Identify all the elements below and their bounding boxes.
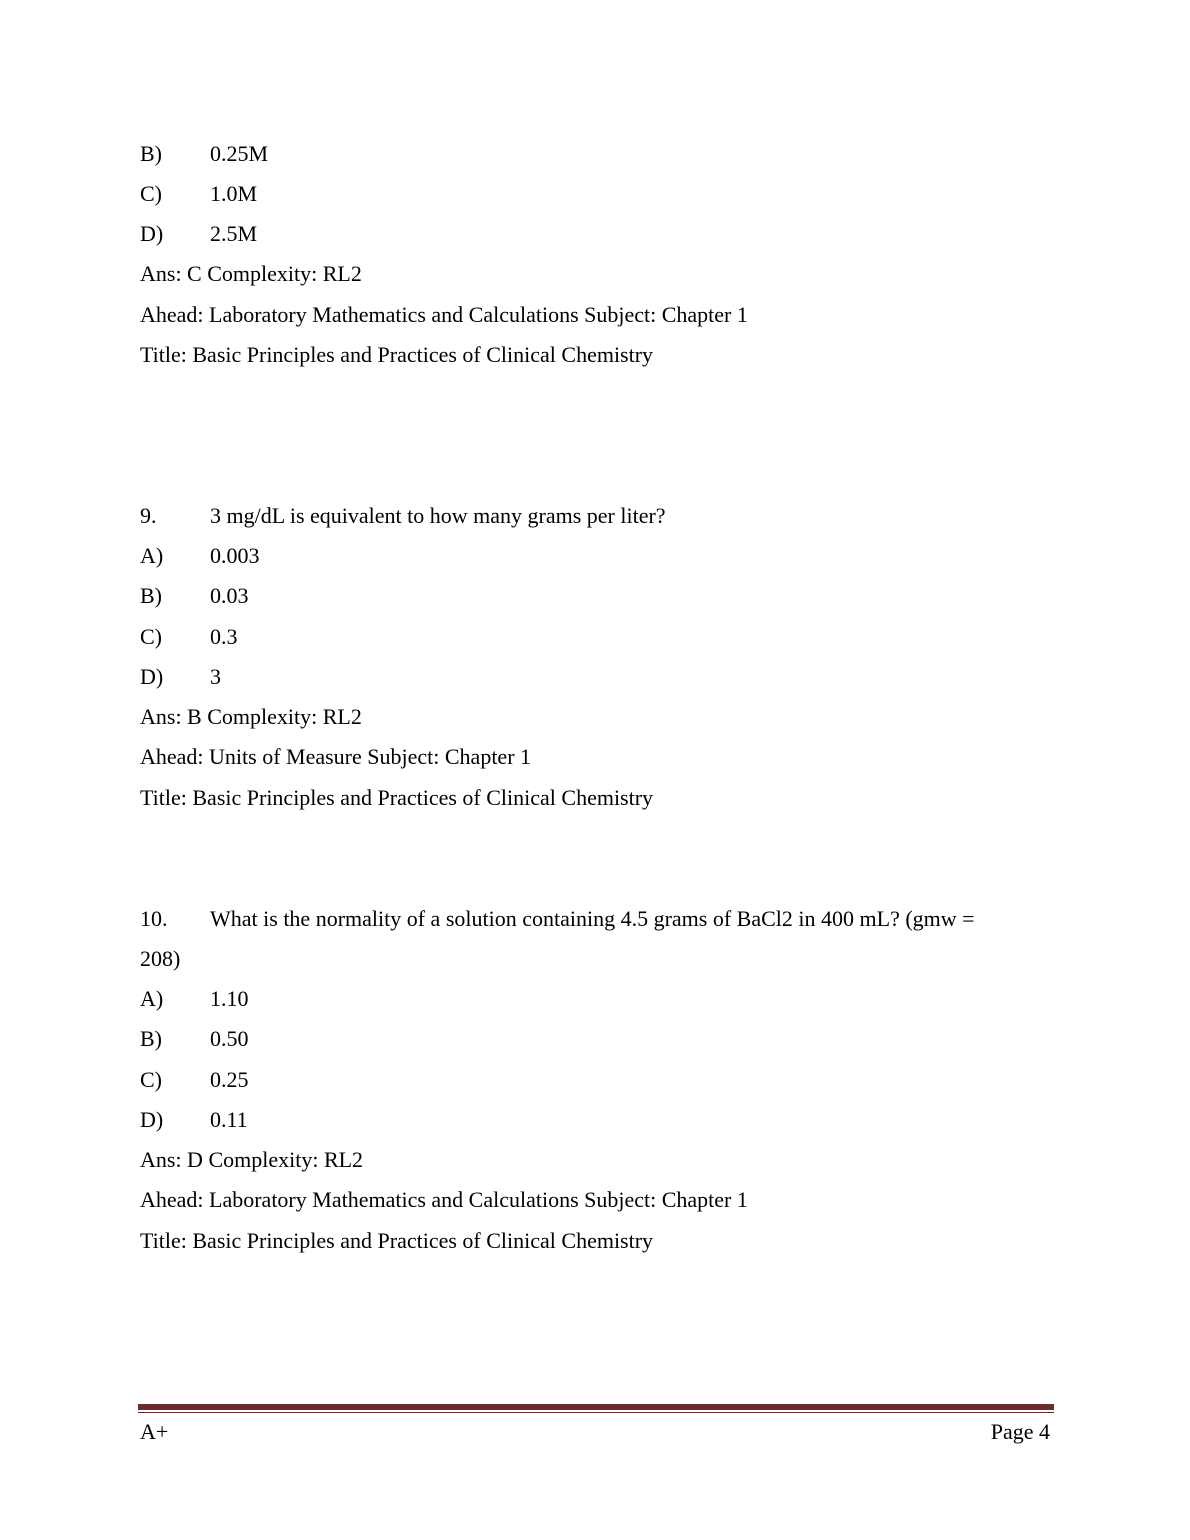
ahead-line: Ahead: Units of Measure Subject: Chapter 1 xyxy=(140,744,532,769)
page-number: Page 4 xyxy=(990,1419,1050,1444)
option-c: C) 1.0M xyxy=(140,181,258,206)
footer-rule xyxy=(138,1404,1054,1410)
title-line: Title: Basic Principles and Practices of Clinical Chemistry xyxy=(140,1228,654,1253)
question-text: 3 mg/dL is equivalent to how many grams per liter? xyxy=(210,503,666,528)
option-d: D) 2.5M xyxy=(140,221,258,246)
footer-rule-thin xyxy=(138,1412,1054,1413)
answer-line: Ans: B Complexity: RL2 xyxy=(140,704,362,729)
question-text: What is the normality of a solution containing 4.5 grams of BaCl2 in 400 mL? (gmw = xyxy=(210,906,975,931)
option-c: C) 0.25 xyxy=(140,1067,249,1092)
question-number: 9. xyxy=(140,503,157,528)
question-text-continued: 208) xyxy=(140,946,181,971)
question-10 xyxy=(140,906,975,932)
option-c: C) 0.3 xyxy=(140,624,238,649)
question-number: 10. xyxy=(140,906,168,931)
answer-line: Ans: C Complexity: RL2 xyxy=(140,261,362,286)
option-b: B) 0.50 xyxy=(140,1026,249,1051)
ahead-line: Ahead: Laboratory Mathematics and Calculations Subject: Chapter 1 xyxy=(140,302,748,327)
option-d: D) 3 xyxy=(140,664,221,689)
title-line: Title: Basic Principles and Practices of Clinical Chemistry xyxy=(140,342,654,367)
ahead-line: Ahead: Laboratory Mathematics and Calculations Subject: Chapter 1 xyxy=(140,1187,748,1212)
footer-left-text: A+ xyxy=(140,1419,169,1444)
title-line: Title: Basic Principles and Practices of Clinical Chemistry xyxy=(140,785,654,810)
option-b: B) 0.25M xyxy=(140,141,269,166)
answer-line: Ans: D Complexity: RL2 xyxy=(140,1147,364,1172)
question-9 xyxy=(140,503,666,529)
option-a: A) 0.003 xyxy=(140,543,260,568)
option-d: D) 0.11 xyxy=(140,1107,248,1132)
option-b: B) 0.03 xyxy=(140,583,249,608)
option-a: A) 1.10 xyxy=(140,986,249,1011)
